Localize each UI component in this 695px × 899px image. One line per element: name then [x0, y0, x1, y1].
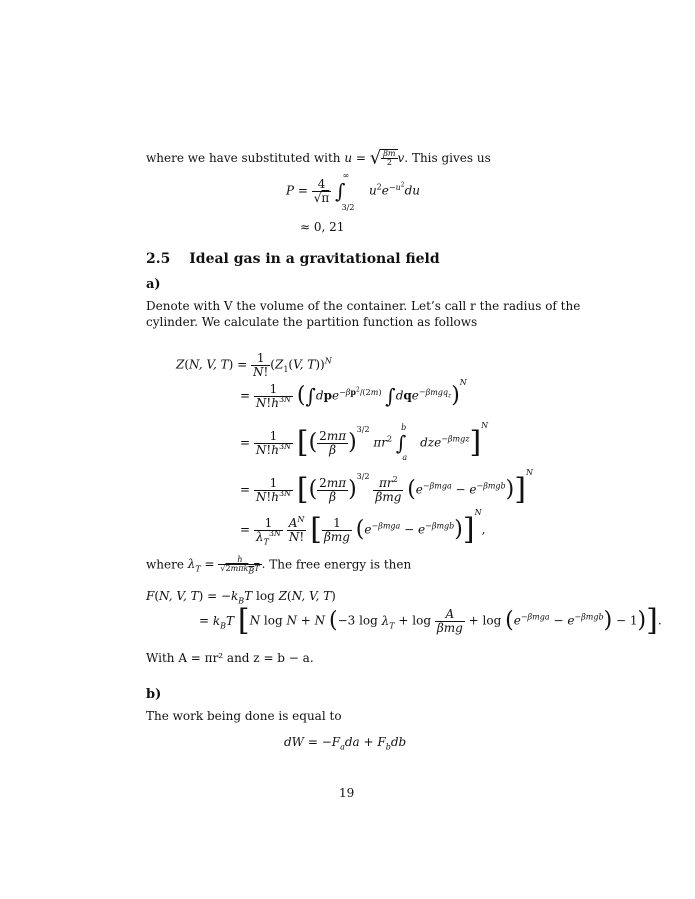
work-text: The work being done is equal to: [146, 709, 342, 723]
subsection-a: a): [146, 277, 161, 292]
u-substitution-equation: u = √ $\frac{\beta m}{2}$ v.: [344, 147, 409, 169]
paragraph-line-2: cylinder. We calculate the partition function as follows: [146, 315, 478, 329]
free-energy-eq-line-1: F(N, V, $T) = -k_BT$ log Z(N, V, T): [146, 589, 336, 606]
subsection-b: b): [146, 687, 162, 702]
probability-equation: P = $\frac{4}{√\pi}$ $\int_{3/2}^\infty$ $u^2e^{-u^2}du$: [286, 170, 420, 212]
partition-eq-line-3: = $\frac{1}{N!h^{3N}}$ [( $\frac{2m\pi}{\beta}$ )$^{3/2}$ $\pi r^2$ $\int_a^b$ dze$^{-\beta mgz}$]$^N$: [240, 420, 489, 462]
free-energy-eq-line-2: = $k_BT$ [N log N + N (−3 $\log \lambda_T + \log$ $\frac{A}{\text{βmg}}$ + $\log (e^{-\beta mga} - e^{-\beta mgb}) - 1$)].: [199, 603, 662, 638]
partition-eq-line-1: Z(N, V, T) = $\frac{1}{N!}$ ($Z_1(V$, T))$^N$: [176, 351, 332, 379]
section-heading: [146, 251, 440, 267]
partition-eq-line-5: = $\frac{1}{\lambda_T^{3N}}$ $\frac{A^N}{N!}$ [ $\frac{1}{\text{βmg}}$ $(e^{-\beta mga} - e^{-\beta mgb})]^N$,: [240, 507, 486, 547]
with-line: With A = πr² and z = b − a.: [146, 651, 314, 665]
paragraph-line-1: Denote with V the volume of the container. Let’s call r the radius of the: [146, 299, 581, 313]
work-equation: dW = $-F_ada + F_bdb$: [284, 735, 407, 752]
free-energy-text: The free energy is then: [269, 557, 412, 572]
section-number: 2.5: [146, 251, 171, 267]
intro-line: [146, 149, 491, 168]
intro-text: where we have substituted with: [146, 150, 341, 165]
section-title: Ideal gas in a gravitational field: [189, 251, 440, 267]
where-text: where: [146, 557, 184, 572]
probability-value: ≈ 0, 21: [300, 220, 345, 234]
page-number: 19: [339, 786, 355, 800]
partition-eq-line-4: = $\frac{1}{N!h^{3N}}$ [( $\frac{2m\pi}{\beta}$ )$^{3/2}$ $\frac{\pi r^2}{\text{βmg}}$ $(e^{-\beta mga} - e^{-\beta mgb})]^N$: [240, 467, 533, 507]
partition-eq-line-2: = $\frac{1}{N!h^{3N}}$ (∫dpe$^{-\beta p^2/(2m)}$ ∫dqe$^{-\beta mgq_z}$)$^N$: [240, 377, 467, 410]
lambda-definition-line: [146, 556, 411, 574]
intro-tail: This gives us: [411, 150, 491, 165]
lambda-equation: $\lambda_T$ = $\frac{h}{√2m\pi k_BT}$ .: [187, 555, 266, 576]
